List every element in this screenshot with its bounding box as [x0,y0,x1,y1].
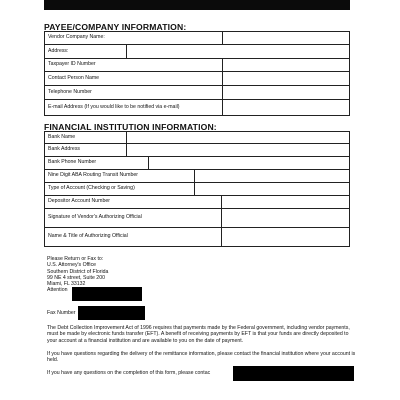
payee-row-vendor [45,32,350,45]
redaction-fax [78,306,145,320]
bank-name-field[interactable] [127,132,350,144]
header-bar [44,0,350,10]
address-field[interactable] [127,45,350,59]
financial-row-official-name [45,228,350,247]
financial-row-bank-phone [45,157,350,170]
address-line: 99 NE 4 street, Suite 200 [47,274,105,281]
field-label: E-mail Address (If you would like to be notified via e-mail) [45,100,223,116]
payee-row-email [45,100,350,116]
field-label: Vendor Company Name: [45,32,223,45]
fax-label: Fax Number [47,310,76,316]
payee-form-table [44,31,350,116]
financial-row-signature [45,209,350,228]
address-line: Southern District of Florida [47,268,109,275]
field-label: Depositor Account Number [45,196,222,209]
remittance-notice: If you have questions regarding the delivery of the remittance information, please contact the financial institution where your account is held. [47,351,356,364]
signature-field[interactable] [222,209,350,228]
debt-act-notice: The Debt Collection Improvement Act of 1996 requires that payments made by the Federal government, including vendor payments, must be made by electronic funds transfer (EFT). A benefit of receiving payments by EFT is that your funds are directly deposited to your account at a financial institution and are available to you on the date of payment. [47,325,350,344]
field-label: Bank Name [45,132,127,144]
vendor-company-name-field[interactable] [223,32,350,45]
completion-notice: If you have any questions on the completion of this form, please contac [47,370,211,376]
payee-section-heading: PAYEE/COMPANY INFORMATION: [44,22,187,32]
financial-section-heading: FINANCIAL INSTITUTION INFORMATION: [44,122,217,132]
redaction-contact [233,366,354,381]
field-label: Name & Title of Authorizing Official [45,228,222,247]
bank-address-field[interactable] [127,144,350,157]
return-intro: Please Return or Fax to: [47,256,104,262]
taxpayer-id-field[interactable] [223,59,350,72]
financial-row-account-number [45,196,350,209]
account-type-field[interactable] [195,183,350,196]
financial-row-bank-address [45,144,350,157]
financial-form-table [44,131,350,247]
address-line: Miami, FL 33132 [47,281,86,288]
attention-label: Attention [47,287,68,294]
field-label: Signature of Vendor's Authorizing Official [45,209,222,228]
redaction-attention [72,287,142,301]
field-label: Telephone Number [45,86,223,100]
field-label: Nine Digit ABA Routing Transit Number [45,170,195,183]
financial-row-bank-name [45,132,350,144]
financial-row-aba [45,170,350,183]
email-field[interactable] [223,100,350,116]
official-name-title-field[interactable] [222,228,350,247]
payee-row-telephone [45,86,350,100]
field-label: Bank Phone Number [45,157,149,170]
telephone-field[interactable] [223,86,350,100]
field-label: Address: [45,45,127,59]
field-label: Bank Address [45,144,127,157]
address-line: U.S. Attorney's Office [47,262,97,269]
contact-person-field[interactable] [223,72,350,86]
field-label: Type of Account (Checking or Saving) [45,183,195,196]
aba-routing-field[interactable] [195,170,350,183]
payee-row-taxpayer [45,59,350,72]
payee-row-address [45,45,350,59]
financial-row-account-type [45,183,350,196]
account-number-field[interactable] [222,196,350,209]
bank-phone-field[interactable] [149,157,350,170]
field-label: Taxpayer ID Number [45,59,223,72]
field-label: Contact Person Name [45,72,223,86]
payee-row-contact [45,72,350,86]
